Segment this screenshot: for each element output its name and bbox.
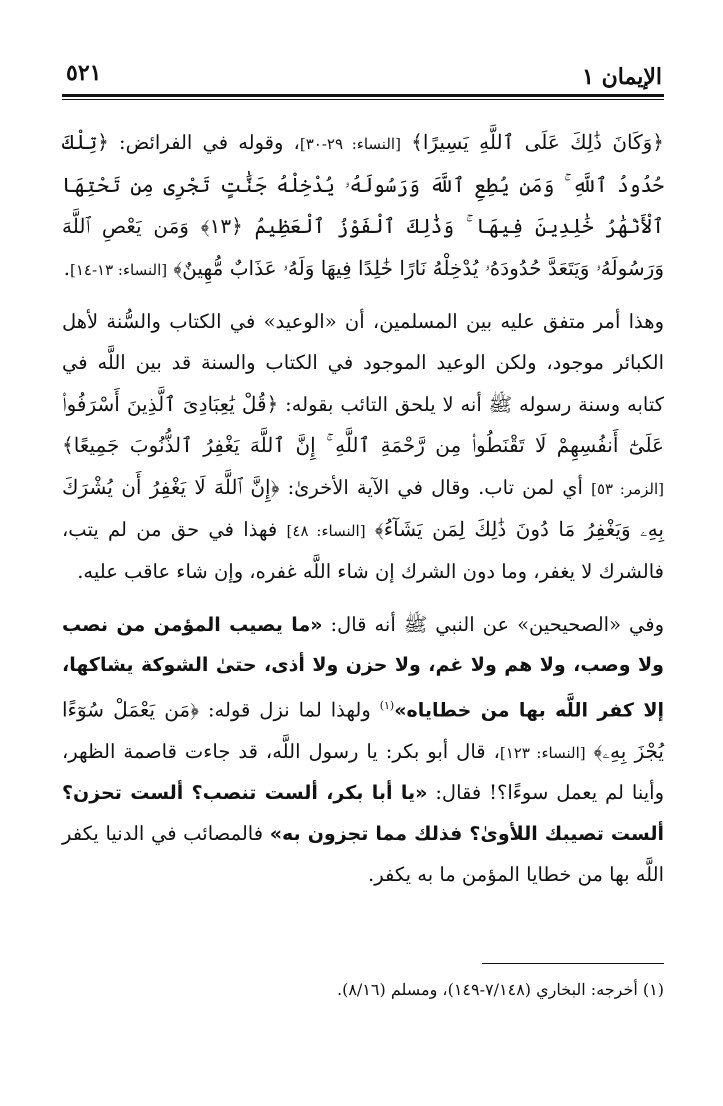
verse-reference: [النساء: ٤٨] — [286, 522, 366, 541]
footnote-marker: (١) — [379, 698, 395, 712]
hadith-text: «يا أبا بكر، ألست تنصب؟ ألست تحزن؟ ألست تصيبك اللأوىٰ؟ فذلك مما تجزون به» — [62, 782, 664, 845]
verse-reference: [الزمر: ٥٣] — [591, 479, 665, 498]
book-page — [62, 50, 665, 999]
text: . — [63, 256, 70, 280]
paragraph-3 — [62, 605, 664, 896]
text: فهذا في حق من لم يتب، فالشرك لا يغفر، وما دون الشرك إن شاء اللَّه غفره، وإن شاء عاقب عليه. — [62, 518, 664, 583]
header-rule-thick — [62, 94, 664, 97]
quran-verse: ﴿وَكَانَ ذَٰلِكَ عَلَى ٱللَّهِ يَسِيرًا﴾ — [411, 130, 664, 154]
text: وفي «الصحيحين» عن النبي ﷺ أنه قال: — [330, 612, 664, 636]
text: ، وقوله في الفرائض: — [119, 131, 300, 154]
verse-reference: [النساء: ٢٩-٣٠] — [299, 135, 401, 153]
running-title: الإيمان ١ — [582, 64, 662, 90]
paragraph-1 — [62, 122, 664, 290]
quran-verse: ﴿مَن يَعْمَلْ سُوٓءًا يُجْزَ بِهِۦ﴾ — [62, 697, 664, 763]
text: ، قال أبو بكر: يا رسول اللَّه، قد جاءت قاصمة الظهر، وأينا لم يعمل سوءًا؟! فقال: — [62, 739, 664, 805]
text: ولهذا لما نزل قوله: — [207, 698, 371, 722]
page-number: ٥٢١ — [66, 60, 102, 86]
footnote-separator — [482, 963, 664, 964]
quran-verse: ﴿تِلْكَ حُدُودُ ٱللَّهِ ۚ وَمَن يُطِعِ ٱللَّهَ وَرَسُولَهُۥ يُدْخِلْهُ جَنَّٰتٍ تَجْرِى مِن تَحْتِهَا ٱلْأَنْهَٰرُ خَٰلِدِينَ فِيهَا ۚ وَذَٰلِكَ ٱلْفَوْزُ ٱلْعَظِيمُ ﴿١٣﴾ وَمَن يَعْصِ ٱللَّهَ وَرَسُولَهُۥ وَيَتَعَدَّ حُدُودَهُۥ يُدْخِلْهُ نَارًا خَٰلِدًا فِيهَا وَلَهُۥ عَذَابٌ مُّهِينٌ﴾ — [62, 130, 664, 280]
text: وهذا أمر متفق عليه بين المسلمين، أن «الوعيد» في الكتاب والسُّنة لأهل الكبائر موجود، ولكن الوعيد الموجود في الكتاب والسنة قد بين اللَّه في كتابه وسنة رسوله ﷺ أنه لا يلحق التائب بقوله: — [62, 310, 665, 416]
text: فالمصائب في الدنيا يكفر اللَّه بها من خطايا المؤمن ما به يكفر. — [62, 822, 664, 886]
paragraph-2 — [62, 302, 664, 592]
text: أي لمن تاب. وقال في الآية الأخرىٰ: — [287, 475, 583, 499]
hadith-text: «ما يصيب المؤمن من نصب ولا وصب، ولا هم ولا غم، ولا حزن ولا أذى، حتىٰ الشوكة يشاكها، إلا كفر اللَّه بها من خطاياه» — [62, 613, 664, 722]
quran-verse: ﴿قُلْ يَٰعِبَادِىَ ٱلَّذِينَ أَسْرَفُوا۟ عَلَىٰٓ أَنفُسِهِمْ لَا تَقْنَطُوا۟ مِن رَّحْمَةِ ٱللَّهِ ۚ إِنَّ ٱللَّهَ يَغْفِرُ ٱلذُّنُوبَ جَمِيعًا﴾ — [62, 391, 664, 458]
verse-reference: [النساء: ١٢٣] — [499, 743, 586, 762]
quran-verse: ﴿إِنَّ ٱللَّهَ لَا يَغْفِرُ أَن يُشْرَكَ بِهِۦ وَيَغْفِرُ مَا دُونَ ذَٰلِكَ لِمَن يَشَآءُ﴾ — [62, 474, 665, 542]
page-header — [62, 50, 664, 94]
footnote: (١) أخرجه: البخاري (٧/١٤٨-١٤٩)، ومسلم (٨/١٦). — [336, 980, 664, 999]
page-body — [62, 122, 664, 895]
verse-reference: [النساء: ١٣-١٤] — [69, 260, 168, 279]
header-rule-thin — [62, 99, 664, 100]
